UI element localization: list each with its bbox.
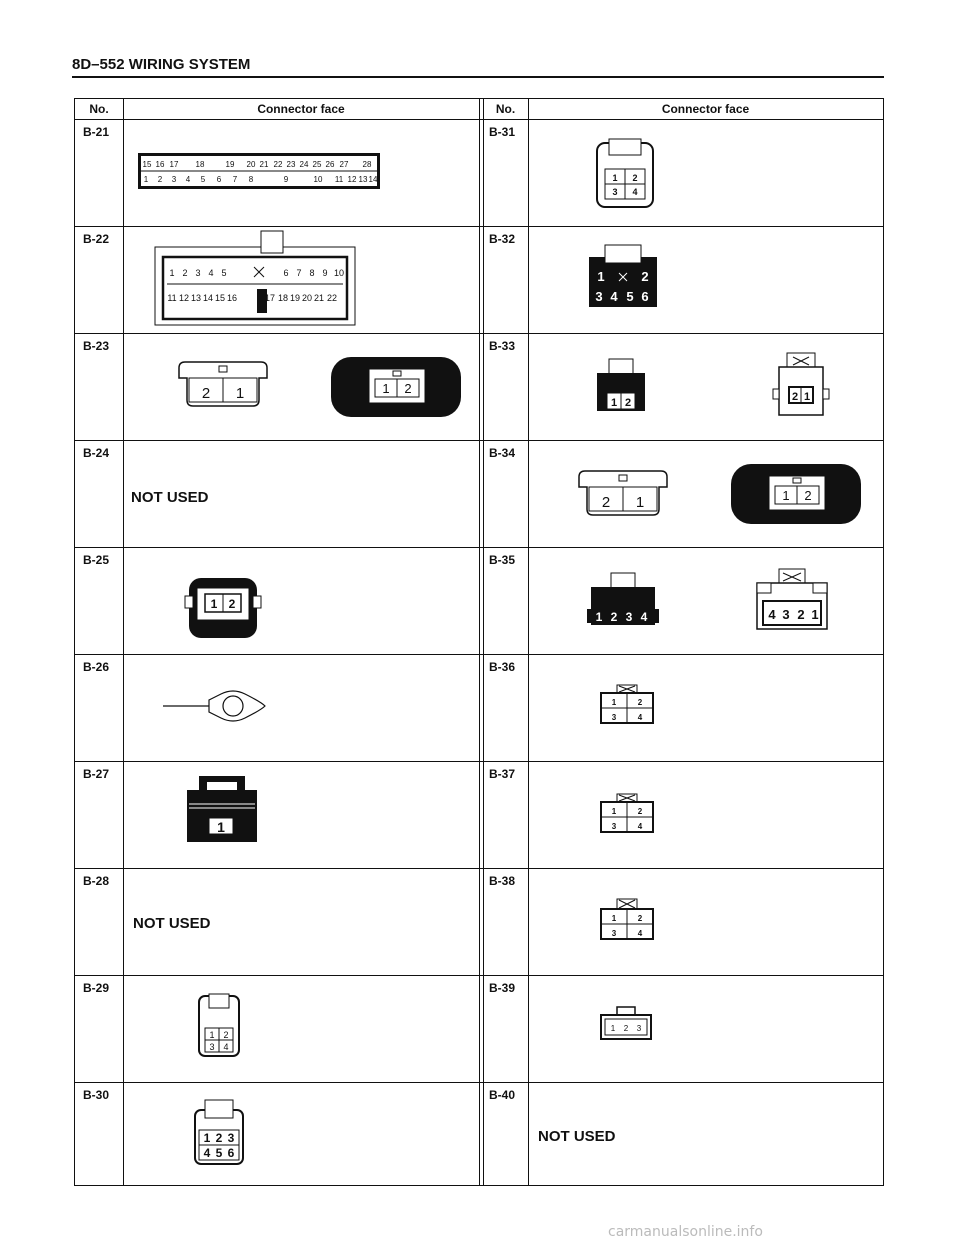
- pin-number: 4: [637, 713, 643, 722]
- pin-number: 4: [768, 607, 776, 622]
- divider: [75, 547, 883, 548]
- row-label: B-26: [83, 660, 110, 674]
- page-title: 8D–552 WIRING SYSTEM: [72, 56, 251, 73]
- not-used-label: NOT USED: [133, 915, 211, 932]
- pin-number: 14: [202, 293, 214, 303]
- pin-number: 16: [155, 160, 165, 169]
- connector-b32: [583, 239, 663, 316]
- page-header: [72, 56, 884, 78]
- pin-number: 1: [803, 391, 811, 403]
- watermark: carmanualsonline.info: [608, 1224, 763, 1240]
- divider: [123, 99, 124, 1185]
- pin-number: 1: [210, 597, 218, 611]
- pin-number: 4: [640, 610, 648, 624]
- pin-number: 2: [637, 698, 643, 707]
- pin-number: 9: [322, 268, 328, 278]
- pin-number: 11: [334, 175, 344, 184]
- row-label: B-27: [83, 767, 110, 781]
- pin-number: 3: [595, 289, 603, 304]
- col-header-face: Connector face: [661, 102, 750, 116]
- col-header-face: Connector face: [257, 102, 345, 116]
- connector-b35-male: [583, 569, 663, 634]
- row-label: B-30: [83, 1088, 110, 1102]
- pin-number: 5: [626, 289, 634, 304]
- pin-number: 1: [203, 1131, 211, 1145]
- row-label: B-33: [489, 339, 516, 353]
- pin-number: 14: [368, 175, 378, 184]
- row-label: B-32: [489, 232, 516, 246]
- row-label: B-28: [83, 874, 110, 888]
- pin-number: 22: [326, 293, 338, 303]
- pin-number: 15: [142, 160, 152, 169]
- pin-number: 19: [289, 293, 301, 303]
- pin-number: 18: [195, 160, 205, 169]
- pin-number: 22: [273, 160, 283, 169]
- row-label: B-35: [489, 553, 516, 567]
- pin-number: 5: [215, 1146, 223, 1160]
- divider: [75, 868, 883, 869]
- pin-number: 1: [595, 610, 603, 624]
- divider: [528, 99, 529, 1185]
- pin-number: 1: [169, 268, 175, 278]
- connector-b35-female: [749, 567, 835, 638]
- ring-terminal-b26: [161, 684, 271, 731]
- pin-number: 6: [641, 289, 649, 304]
- pin-number: 3: [611, 713, 617, 722]
- row-label: B-39: [489, 981, 516, 995]
- row-label: B-38: [489, 874, 516, 888]
- pin-number: 28: [362, 160, 372, 169]
- pin-number: 4: [203, 1146, 211, 1160]
- pin-number: 2: [623, 1024, 629, 1033]
- pin-number: 5: [200, 175, 206, 184]
- connector-b38: [599, 897, 655, 946]
- connector-b21: [137, 152, 387, 197]
- pin-number: 2: [201, 385, 211, 402]
- pin-number: 6: [283, 268, 289, 278]
- pin-number: 13: [358, 175, 368, 184]
- pin-number: 5: [221, 268, 227, 278]
- row-label: B-23: [83, 339, 110, 353]
- pin-number: 17: [169, 160, 179, 169]
- pin-number: 2: [223, 1030, 229, 1040]
- pin-number: 2: [637, 914, 643, 923]
- row-label: B-22: [83, 232, 110, 246]
- pin-number: 16: [226, 293, 238, 303]
- pin-number: 10: [333, 268, 345, 278]
- pin-number: 1: [235, 385, 245, 402]
- pin-number: 1: [612, 173, 618, 183]
- connector-b23-female: [329, 355, 463, 426]
- pin-number: 4: [637, 929, 643, 938]
- connector-table: [74, 98, 884, 1186]
- pin-number: 3: [625, 610, 633, 624]
- row-label: B-31: [489, 125, 516, 139]
- pin-number: 3: [782, 607, 790, 622]
- pin-number: 1: [635, 494, 645, 511]
- pin-number: 1: [811, 607, 819, 622]
- pin-number: 2: [624, 397, 632, 409]
- pin-number: 1: [382, 381, 390, 396]
- pin-number: 26: [325, 160, 335, 169]
- connector-b29: [195, 992, 243, 1065]
- pin-number: 8: [248, 175, 254, 184]
- pin-number: 4: [185, 175, 191, 184]
- connector-b31: [593, 135, 657, 216]
- pin-number: 2: [632, 173, 638, 183]
- pin-number: 3: [636, 1024, 642, 1033]
- pin-number: 1: [610, 397, 618, 409]
- row-label: B-24: [83, 446, 110, 460]
- row-label: B-36: [489, 660, 516, 674]
- pin-number: 27: [339, 160, 349, 169]
- pin-number: 3: [611, 929, 617, 938]
- connector-b39: [599, 1005, 653, 1046]
- connector-b22: [153, 227, 359, 334]
- pin-number: 12: [178, 293, 190, 303]
- divider: [75, 1082, 883, 1083]
- pin-number: 1: [611, 914, 617, 923]
- row-label: B-25: [83, 553, 110, 567]
- pin-number: 2: [797, 607, 805, 622]
- pin-number: 1: [597, 269, 605, 284]
- pin-number: 8: [309, 268, 315, 278]
- col-header-no: No.: [495, 102, 516, 116]
- connector-b33-female: [771, 351, 831, 424]
- row-label: B-21: [83, 125, 110, 139]
- pin-number: 4: [610, 289, 618, 304]
- pin-number: 2: [228, 597, 236, 611]
- pin-number: 7: [296, 268, 302, 278]
- pin-number: 6: [216, 175, 222, 184]
- connector-b30: [191, 1096, 247, 1173]
- pin-number: 2: [157, 175, 163, 184]
- pin-number: 1: [610, 1024, 616, 1033]
- pin-number: 18: [277, 293, 289, 303]
- pin-number: 4: [632, 187, 638, 197]
- pin-number: 4: [223, 1042, 229, 1052]
- divider: [75, 440, 883, 441]
- pin-number: 2: [791, 391, 799, 403]
- pin-number: 7: [232, 175, 238, 184]
- pin-number: 4: [208, 268, 214, 278]
- pin-number: 2: [804, 488, 812, 503]
- row-label: B-29: [83, 981, 110, 995]
- pin-number: 2: [404, 381, 412, 396]
- row-label: B-37: [489, 767, 516, 781]
- divider: [479, 99, 480, 1185]
- connector-b37: [599, 792, 655, 839]
- pin-number: 23: [286, 160, 296, 169]
- pin-number: 1: [209, 1030, 215, 1040]
- divider: [483, 99, 484, 1185]
- pin-number: 1: [782, 488, 790, 503]
- pin-number: 25: [312, 160, 322, 169]
- pin-number: 11: [167, 293, 177, 303]
- pin-number: 10: [313, 175, 323, 184]
- divider: [75, 654, 883, 655]
- pin-number: 2: [215, 1131, 223, 1145]
- pin-number: 3: [209, 1042, 215, 1052]
- divider: [75, 761, 883, 762]
- connector-b36: [599, 683, 655, 730]
- connector-b23-male: [175, 354, 271, 419]
- connector-b33-male: [591, 355, 651, 420]
- pin-number: 2: [637, 807, 643, 816]
- pin-number: 3: [612, 187, 618, 197]
- connector-b25: [183, 576, 263, 645]
- pin-number: 1: [217, 819, 225, 835]
- row-label: B-34: [489, 446, 516, 460]
- not-used-label: NOT USED: [131, 489, 209, 506]
- pin-number: 9: [283, 175, 289, 184]
- pin-number: 2: [610, 610, 618, 624]
- pin-number: 2: [641, 269, 649, 284]
- pin-number: 12: [347, 175, 357, 184]
- pin-number: 19: [225, 160, 235, 169]
- pin-number: 6: [227, 1146, 235, 1160]
- divider: [75, 975, 883, 976]
- pin-number: 1: [611, 698, 617, 707]
- pin-number: 1: [143, 175, 149, 184]
- pin-number: 15: [214, 293, 226, 303]
- pin-number: 2: [182, 268, 188, 278]
- pin-number: 1: [611, 807, 617, 816]
- pin-number: 13: [190, 293, 202, 303]
- pin-number: 4: [637, 822, 643, 831]
- pin-number: 3: [171, 175, 177, 184]
- connector-b34-female: [729, 462, 863, 533]
- pin-number: 20: [246, 160, 256, 169]
- not-used-label: NOT USED: [538, 1128, 616, 1145]
- col-header-no: No.: [89, 102, 109, 116]
- pin-number: 2: [601, 494, 611, 511]
- divider: [75, 119, 883, 120]
- connector-b34-male: [575, 463, 671, 528]
- pin-number: 21: [259, 160, 269, 169]
- pin-number: 3: [195, 268, 201, 278]
- pin-number: 20: [301, 293, 313, 303]
- pin-number: 3: [227, 1131, 235, 1145]
- pin-number: 17: [264, 293, 276, 303]
- pin-number: 3: [611, 822, 617, 831]
- connector-b27: [185, 774, 261, 849]
- pin-number: 24: [299, 160, 309, 169]
- pin-number: 21: [313, 293, 325, 303]
- row-label: B-40: [489, 1088, 516, 1102]
